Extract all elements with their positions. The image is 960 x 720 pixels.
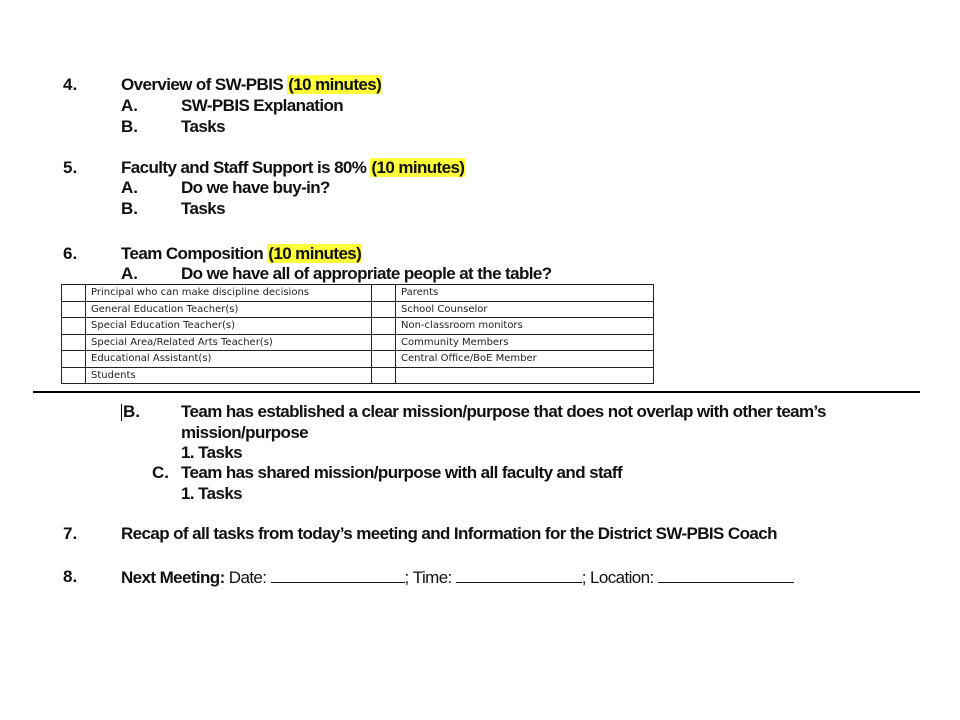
right-role-cell: Community Members	[396, 334, 654, 351]
date-separator: ;	[404, 568, 409, 587]
item-6a-text: Do we have all of appropriate people at the table?	[181, 264, 552, 283]
table-row	[62, 285, 654, 302]
date-label: Date:	[228, 568, 267, 587]
item-6c-task: 1. Tasks	[181, 484, 243, 503]
table-row	[62, 334, 654, 351]
left-role-cell: Special Education Teacher(s)	[86, 318, 372, 335]
section-divider	[33, 391, 920, 393]
item-5a-letter: A.	[121, 178, 138, 197]
item-6a-letter: A.	[121, 264, 138, 283]
right-checkbox-cell[interactable]	[372, 334, 396, 351]
right-checkbox-cell[interactable]	[372, 285, 396, 302]
item-6-title: Team Composition	[121, 244, 264, 263]
right-role-cell: Parents	[396, 285, 654, 302]
right-checkbox-cell[interactable]	[372, 367, 396, 384]
left-checkbox-cell[interactable]	[62, 285, 86, 302]
text-cursor	[121, 404, 122, 421]
left-checkbox-cell[interactable]	[62, 301, 86, 318]
right-role-cell: School Counselor	[396, 301, 654, 318]
location-field[interactable]	[658, 567, 794, 583]
location-label: Location:	[590, 568, 654, 587]
next-meeting-line	[121, 567, 794, 588]
next-meeting-label: Next Meeting:	[121, 568, 225, 587]
time-field[interactable]	[456, 567, 582, 583]
item-5b-text: Tasks	[181, 199, 225, 218]
item-6b-letter: B.	[123, 402, 140, 421]
item-4b-letter: B.	[121, 117, 138, 136]
time-label: Time:	[412, 568, 452, 587]
right-role-cell	[396, 367, 654, 384]
item-4a-text: SW-PBIS Explanation	[181, 96, 344, 115]
table-row	[62, 301, 654, 318]
item-5-time: (10 minutes)	[371, 158, 465, 177]
item-4b-text: Tasks	[181, 117, 225, 136]
item-6-heading	[121, 244, 362, 264]
item-6-number: 6.	[63, 244, 78, 263]
item-7-number: 7.	[63, 524, 78, 543]
table-row	[62, 367, 654, 384]
right-checkbox-cell[interactable]	[372, 301, 396, 318]
item-5-heading	[121, 158, 465, 178]
item-4a-letter: A.	[121, 96, 138, 115]
left-checkbox-cell[interactable]	[62, 367, 86, 384]
left-checkbox-cell[interactable]	[62, 334, 86, 351]
item-8-number: 8.	[63, 567, 78, 586]
table-row	[62, 318, 654, 335]
right-checkbox-cell[interactable]	[372, 351, 396, 368]
time-separator: ;	[581, 568, 586, 587]
table-row	[62, 351, 654, 368]
date-field[interactable]	[271, 567, 405, 583]
item-5-number: 5.	[63, 158, 78, 177]
left-role-cell: Educational Assistant(s)	[86, 351, 372, 368]
item-4-time: (10 minutes)	[288, 75, 382, 94]
item-4-heading	[121, 75, 382, 95]
team-roster-table	[61, 284, 654, 384]
item-6b-task: 1. Tasks	[181, 443, 243, 462]
item-5a-text: Do we have buy-in?	[181, 178, 330, 197]
item-6b-text: Team has established a clear mission/purpose that does not overlap with other team’s	[181, 402, 826, 421]
item-5b-letter: B.	[121, 199, 138, 218]
item-4-title: Overview of SW-PBIS	[121, 75, 284, 94]
left-role-cell: Special Area/Related Arts Teacher(s)	[86, 334, 372, 351]
item-6b-text-cont: mission/purpose	[181, 423, 309, 442]
left-checkbox-cell[interactable]	[62, 351, 86, 368]
left-checkbox-cell[interactable]	[62, 318, 86, 335]
item-6-time: (10 minutes)	[268, 244, 362, 263]
item-6c-text: Team has shared mission/purpose with all faculty and staff	[181, 463, 623, 482]
item-5-title: Faculty and Staff Support is 80%	[121, 158, 367, 177]
item-4-number: 4.	[63, 75, 78, 94]
left-role-cell: Principal who can make discipline decisions	[86, 285, 372, 302]
right-role-cell: Central Office/BoE Member	[396, 351, 654, 368]
left-role-cell: General Education Teacher(s)	[86, 301, 372, 318]
right-role-cell: Non-classroom monitors	[396, 318, 654, 335]
right-checkbox-cell[interactable]	[372, 318, 396, 335]
left-role-cell: Students	[86, 367, 372, 384]
item-7-text: Recap of all tasks from today’s meeting and Information for the District SW-PBIS Coach	[121, 524, 777, 543]
item-6c-letter: C.	[152, 463, 169, 482]
